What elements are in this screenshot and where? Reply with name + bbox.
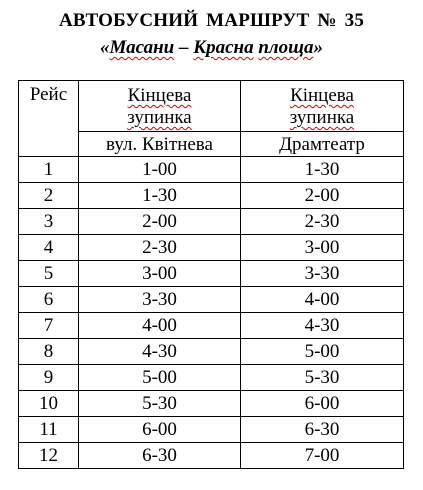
table-row [19,417,404,443]
departure-dramteatr-cell: 6-00 [241,391,404,417]
departure-dramteatr-cell: 4-00 [241,287,404,313]
trip-number-cell: 9 [19,365,79,391]
schedule-table [18,80,404,469]
departure-kvitneva-cell: 2-00 [79,209,241,235]
subtitle-word-krasna: Красна [193,37,254,58]
departure-kvitneva-cell: 2-30 [79,235,241,261]
column-header-stop-b-line1: Кінцева [290,85,354,106]
trip-number-cell: 10 [19,391,79,417]
trip-number-cell: 1 [19,157,79,183]
departure-dramteatr-cell: 2-30 [241,209,404,235]
departure-kvitneva-cell: 6-00 [79,417,241,443]
departure-kvitneva-cell: 4-30 [79,339,241,365]
departure-kvitneva-cell: 3-30 [79,287,241,313]
table-row [19,391,404,417]
table-row [19,261,404,287]
table-row [19,287,404,313]
trip-number-cell: 4 [19,235,79,261]
table-row [19,209,404,235]
table-row [19,313,404,339]
subtitle-close-quote: » [313,37,323,58]
table-row [19,365,404,391]
departure-kvitneva-cell: 3-00 [79,261,241,287]
trip-number-cell: 3 [19,209,79,235]
trip-number-cell: 11 [19,417,79,443]
departure-kvitneva-cell: 6-30 [79,443,241,469]
departure-dramteatr-cell: 4-30 [241,313,404,339]
column-header-stop-b [241,81,404,132]
trip-number-cell: 7 [19,313,79,339]
subtitle-word-masany: Масани [109,37,175,58]
departure-kvitneva-cell: 1-30 [79,183,241,209]
trip-number-cell: 2 [19,183,79,209]
trip-number-cell: 5 [19,261,79,287]
trip-number-cell: 6 [19,287,79,313]
subtitle-dash: – [174,37,194,58]
column-header-stop-a-line2: зупинка [127,107,192,128]
departure-dramteatr-cell: 6-30 [241,417,404,443]
table-row [19,157,404,183]
subtitle-word-ploshcha: площа [258,37,314,58]
stop-name-dramteatr: Драмтеатр [241,132,404,157]
departure-dramteatr-cell: 5-00 [241,339,404,365]
trip-number-cell: 8 [19,339,79,365]
departure-kvitneva-cell: 1-00 [79,157,241,183]
table-row [19,183,404,209]
departure-dramteatr-cell: 1-30 [241,157,404,183]
stop-name-kvitneva: вул. Квітнева [79,132,241,157]
header-row [19,81,404,132]
departure-dramteatr-cell: 2-00 [241,183,404,209]
column-header-stop-a-line1: Кінцева [127,85,192,106]
column-header-trip: Рейс [19,81,79,157]
column-header-stop-b-line2: зупинка [289,107,355,128]
table-row [19,443,404,469]
departure-dramteatr-cell: 5-30 [241,365,404,391]
column-header-stop-a [79,81,241,132]
departure-kvitneva-cell: 5-30 [79,391,241,417]
route-subtitle [0,37,423,59]
departure-kvitneva-cell: 5-00 [79,365,241,391]
route-title: АВТОБУСНИЙ МАРШРУТ № 35 [58,10,365,31]
departure-dramteatr-cell: 3-30 [241,261,404,287]
departure-dramteatr-cell: 7-00 [241,443,404,469]
departure-kvitneva-cell: 4-00 [79,313,241,339]
subtitle-open-quote: « [100,37,110,58]
table-row [19,235,404,261]
departure-dramteatr-cell: 3-00 [241,235,404,261]
table-row [19,339,404,365]
trip-number-cell: 12 [19,443,79,469]
